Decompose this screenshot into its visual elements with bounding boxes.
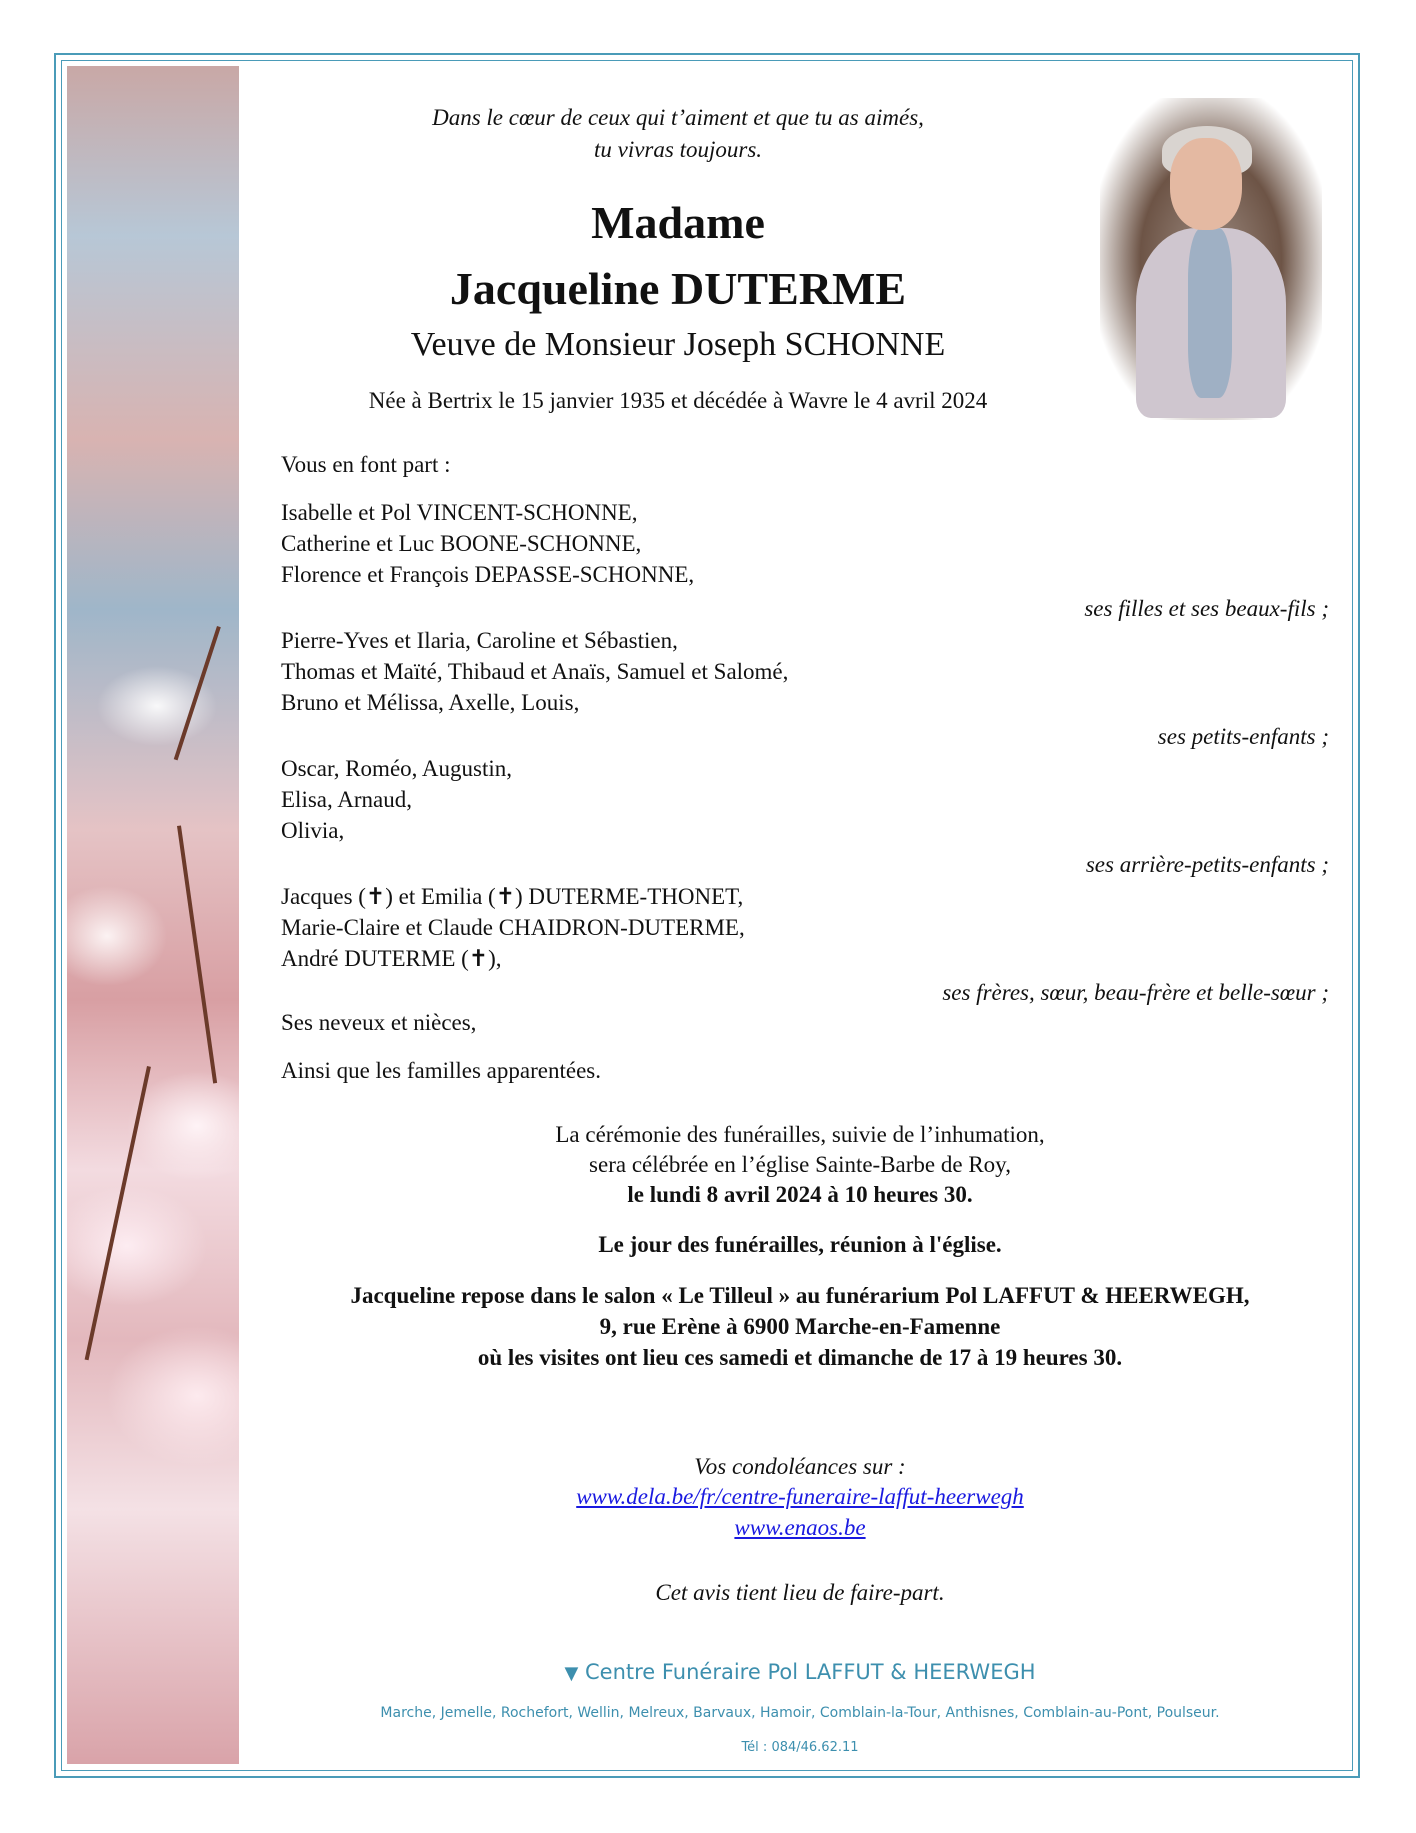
condolence-link-enaos[interactable]	[350, 1515, 1250, 1541]
nephews-line: Ses neveux et nièces,	[281, 1010, 477, 1035]
family-name-line: Bruno et Mélissa, Axelle, Louis,	[281, 690, 580, 715]
family-name-line: Elisa, Arnaud,	[281, 787, 412, 812]
family-name-line: Isabelle et Pol VINCENT-SCHONNE,	[281, 500, 638, 525]
ceremony-block: La cérémonie des funérailles, suivie de l’inhumation, sera célébrée en l’église Sainte-Barbe de Roy, le lundi 8 avril 2024 à 10 heures 30.	[555, 1122, 1045, 1207]
footer-phone: Tél : 084/46.62.11	[741, 1740, 859, 1755]
condolence-link[interactable]: www.enaos.be	[734, 1515, 866, 1540]
condolences-label: Vos condoléances sur :	[694, 1454, 906, 1479]
notice-line: Cet avis tient lieu de faire-part.	[655, 1580, 945, 1605]
visit-block: Jacqueline repose dans le salon « Le Tilleul » au funérarium Pol LAFFUT & HEERWEGH, 9, rue Erène à 6900 Marche-en-Famenne où les visites ont lieu ces samedi et dimanche de 17 à 19 heures 30.	[350, 1283, 1250, 1370]
footer-company: ▼ Centre Funéraire Pol LAFFUT & HEERWEGH	[564, 1660, 1036, 1684]
family-name-line: Thomas et Maïté, Thibaud et Anaïs, Samuel et Salomé,	[281, 659, 789, 684]
opening-quote: Dans le cœur de ceux qui t’aiment et que tu as aimés, tu vivras toujours.	[432, 105, 924, 162]
family-relation: ses frères, sœur, beau-frère et belle-sœur ;	[942, 980, 1329, 1005]
family-name-line: Florence et François DEPASSE-SCHONNE,	[281, 562, 695, 587]
spouse-line: Veuve de Monsieur Joseph SCHONNE	[410, 326, 946, 363]
footer-locations: Marche, Jemelle, Rochefort, Wellin, Melreux, Barvaux, Hamoir, Comblain-la-Tour, Anthisnes, Comblain-au-Pont, Poulseur.	[380, 1705, 1220, 1721]
family-name-line: Jacques (✝) et Emilia (✝) DUTERME-THONET,	[281, 884, 744, 909]
family-relation: ses filles et ses beaux-fils ;	[1084, 596, 1329, 621]
condolence-link-dela[interactable]	[350, 1484, 1250, 1510]
family-name-line: Pierre-Yves et Ilaria, Caroline et Sébastien,	[281, 628, 678, 653]
family-name-line: Oscar, Roméo, Augustin,	[281, 756, 512, 781]
family-relation: ses petits-enfants ;	[1157, 724, 1329, 749]
families-line: Ainsi que les familles apparentées.	[281, 1058, 601, 1083]
family-name-line: Marie-Claire et Claude CHAIDRON-DUTERME,	[281, 915, 745, 940]
birth-death-line: Née à Bertrix le 15 janvier 1935 et décédée à Wavre le 4 avril 2024	[368, 388, 988, 413]
family-name-line: André DUTERME (✝),	[281, 946, 502, 971]
family-name-line: Olivia,	[281, 818, 345, 843]
floral-side-image	[67, 66, 239, 1764]
triangle-down-icon: ▼	[564, 1663, 579, 1684]
condolence-link[interactable]: www.dela.be/fr/centre-funeraire-laffut-heerwegh	[576, 1484, 1024, 1509]
family-relation: ses arrière-petits-enfants ;	[1085, 852, 1329, 877]
portrait-photo	[1100, 98, 1322, 420]
meeting-line: Le jour des funérailles, réunion à l'église.	[598, 1232, 1002, 1257]
family-name-line: Catherine et Luc BOONE-SCHONNE,	[281, 531, 642, 556]
title: Madame	[591, 197, 765, 248]
deceased-name: Jacqueline DUTERME	[449, 263, 907, 314]
intro-text: Vous en font part :	[281, 452, 451, 477]
